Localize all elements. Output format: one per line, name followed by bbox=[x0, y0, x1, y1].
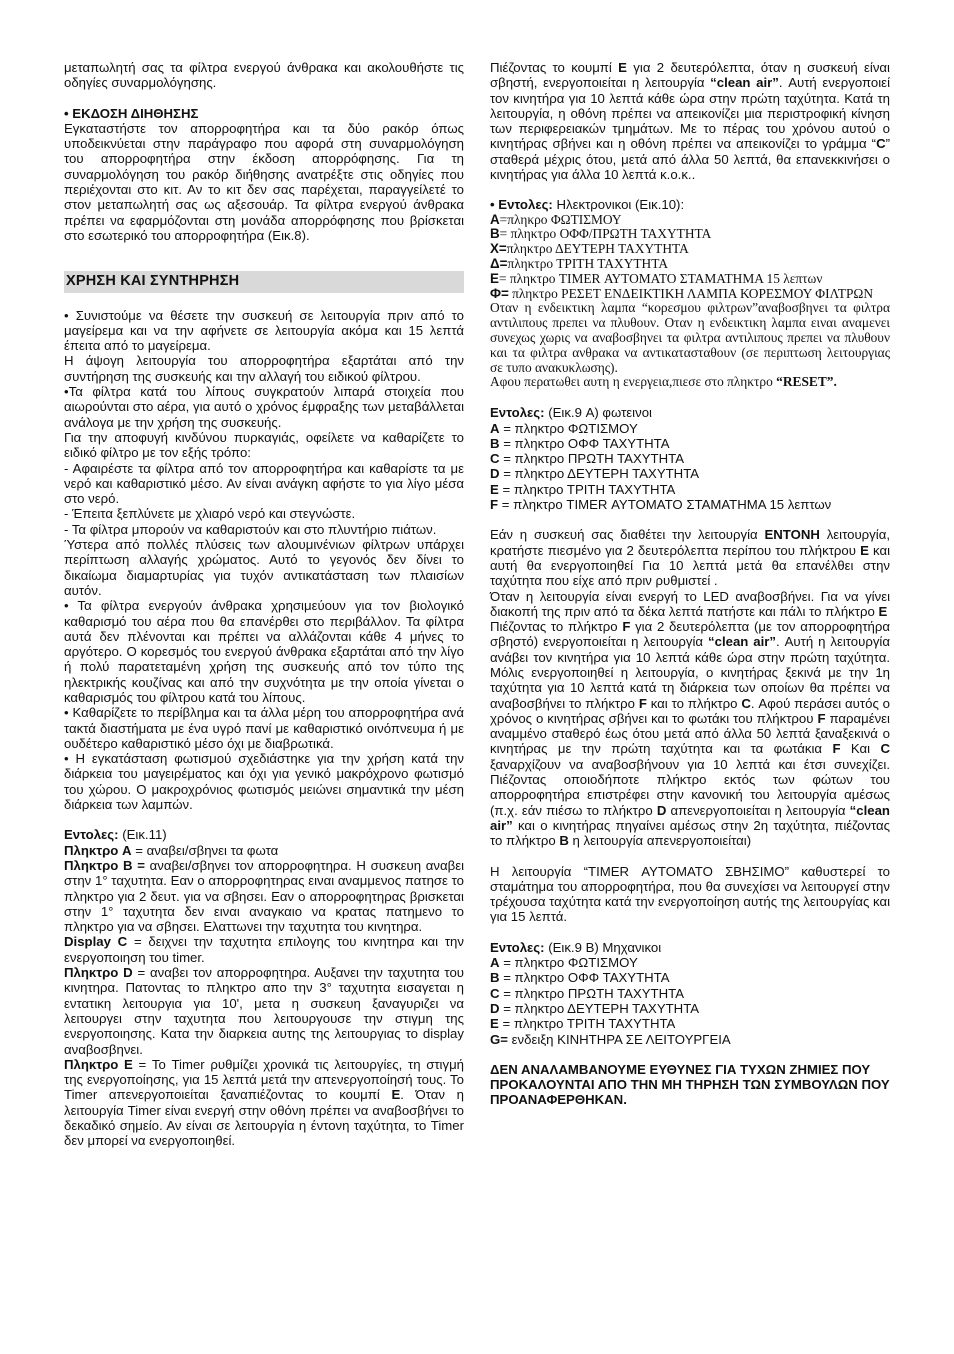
usage-paragraph-3: •Τα φίλτρα κατά του λίπους συγκρατούν λιπαρά στοιχεία που αιωρούνται στο αέρα, για αυτό ο χρόνος έμφραξης των μεταβάλλεται ανάλογα με την χρήση της συσκευής. bbox=[64, 384, 464, 430]
key-e-description: Πληκτρο E = Το Timer ρυθμίζει χρονικά τις λειτουργίες, τη στιγμή της ενεργοποίησης, για 15 λεπτά μετά την απενεργοποίησή τους. Το Timer απενεργοποιείται ξαναπιέζοντας το κουμπί E. Όταν η λειτουργία Timer είναι ενεργή στην οθόνη πρέπει να αναβοσβήνει το δεκαδικό σημείο. Αν είναι σε λειτουργία η έντονη ταχύτητα, το Timer δεν μπορεί να ενεργοποιηθεί. bbox=[64, 1056, 464, 1149]
usage-paragraph-4: Για την αποφυγή κινδύνου πυρκαγιάς, οφείλετε να καθαρίζετε το ειδικό φίλτρο με τον εξής τρόπο: bbox=[64, 429, 464, 461]
filtration-paragraph: Εγκαταστήστε τον απορροφητήρα και τα δύο ρακόρ όπως υποδεικνύεται στην παράγραφο που αφορά στη συναρμολόγηση του απορροφητήρα στην έκδοση απορρόφησης. Για τη συναρμολόγηση του ρακόρ διήθησης ανατρέξτε στις οδηγίες που περιέχονται στο κιτ. Αν το κιτ δεν σας παρέχεται, παραγγείλετέ το στον μεταπωλητή σας ως αξεσουάρ. Τα φίλτρα ενεργού άνθρακα πρέπει να εφαρμόζονται στη μονάδα απορρόφησης που βρίσκεται στο εσωτερικό του απορροφητήρα (Εικ.8). bbox=[64, 120, 464, 243]
list-item: Φ= πληκτρο ΡΕΣΕΤ ΕΝΔΕΙΚΤΙΚΗ ΛΑΜΠΑ ΚΟΡΕΣΜΟΥ ΦΙΛΤΡΩΝ bbox=[490, 285, 874, 301]
mechanical-controls-heading: Εντολες: (Εικ.9 B) Μηχανικοι bbox=[490, 939, 662, 955]
usage-paragraph-10: • Καθαρίζετε το περίβλημα και τα άλλα μέρη του απορροφητήρα ανά τακτά διαστήματα με ένα υγρό πανί με καθαριστικό οινόπνευμα ή με ουδέτερο καθαριστικό μέσο όχι με διαβρωτικά. bbox=[64, 705, 464, 751]
intro-paragraph: μεταπωλητή σας τα φίλτρα ενεργού άνθρακα και ακολουθήστε τις οδηγίες συναρμολόγησης. bbox=[64, 60, 464, 91]
list-item: C = πληκτρο ΠΡΩΤΗ ΤΑΧΥΤΗΤΑ bbox=[490, 451, 684, 467]
section-title-use-maintenance: ΧΡΗΣΗ ΚΑΙ ΣΥΝΤΗΡΗΣΗ bbox=[64, 271, 464, 292]
usage-paragraph-1: • Συνιστούμε να θέσετε την συσκευή σε λειτουργία πριν από το μαγείρεμα και να την αφήνετε σε λειτουργία ακόμα και 15 λεπτά έπειτα από το μαγείρεμα. bbox=[64, 307, 464, 354]
list-item: D = πληκτρο ΔΕΥΤΕΡΗ ΤΑΧΥΤΗΤΑ bbox=[490, 466, 700, 482]
display-c-description: Display C = δειχνει την ταχυτητα επιλογης του κινητηρα και την ενεργοποιηση του timer. bbox=[64, 934, 464, 965]
key-f-clean-air-paragraph: Πιέζοντας το πλήκτρο F για 2 δευτερόλεπτα (με τον απορροφητήρα σβηστό) ενεργοποιείται η λειτουργία “clean air”. Αυτή η λειτουργία ανάβει τον κινητήρα για 10 λεπτά κάθε ώρα στην πρώτη ταχύτητα. Μόλις ενεργοποιηθεί η λειτουργία, ο κινητήρας ξεκινά με την 1η ταχύτητα για 10 λεπτά κατά τη διάρκεια των οποίων θα πρέπει να αναβοσβήνει το πλήκτρο F και το πλήκτρο C. Αφού περάσει αυτός ο χρόνος ο κινητήρας σβήνει και το φωτάκι του πλήκτρου F παραμένει αναμμένο σταθερό έως ότου μετά από άλλα 50 λεπτά ξαναξεκινά ο κινητήρας με την πρώτη ταχύτητα και τα φωτάκια F Και C ξαναρχίζουν να αναβοσβήνουν για 10 λεπτά και έτσι συνεχίζει. Πιέζοντας οποιοδήποτε πλήκτρο εκτός των φώτων του απορροφητήρα επιστρέφει στην κανονική του λειτουργία αμέσως (π.χ. εάν πιέσω το πλήκτρο D απενεργοποιείται η λειτουργία “clean air” και ο κινητήρας πηγαίνει αμέσως στην 2η ταχύτητα, πιέζοντας το πλήκτρο B η λειτουργία απενεργοποιείται) bbox=[490, 619, 890, 849]
usage-paragraph-9: • Τα φίλτρα ενεργούν άνθρακα χρησιμεύουν για τον βιολογικό καθαρισμό του αέρα που θα επανέρθει στο περιβάλλον. Τα φίλτρα αυτά δεν πλένονται και πρέπει να αλλάζονται κάθε 4 μήνες το αργότερο. Ο κορεσμός του ενεργού άνθρακα εξαρτάται από την λίγο ή πολύ παρατεταμένη χρήση της συσκευής από τον τύπο της ηλεκτρικής κουζίνας και από την συχνότητα με την οποία γίνεται ο καθαρισμός του φίλτρου κατά του λίπους. bbox=[64, 598, 464, 705]
usage-paragraph-8: Ύστερα από πολλές πλύσεις των αλουμινένιων φίλτρων υπάρχει περίπτωση αλλαγής χρώματος. Αυτό το γεγονός δεν δίνει το δικαίωμα διαμαρτυρίας για τυχόν αντικατάσταση των πλαισίων αυτόν. bbox=[64, 537, 464, 598]
usage-paragraph-5: - Αφαιρέστε τα φίλτρα από τον απορροφητήρα και καθαρίστε τα με νερό και καθαριστικό μέσο. Αν είναι ανάγκη αφήστε το για λίγο μέσα στο νερό. bbox=[64, 460, 464, 507]
intensive-paragraph: Εάν η συσκευή σας διαθέτει την λειτουργία ΕΝΤΟΝΗ λειτουργία, κρατήστε πιεσμένο για 2 δευτερόλεπτα περίπου του πλήκτρου E και αυτή θα ενεργοποιηθεί Για 10 λεπτά μετά θα επανέλθει στην ταχύτητα που είχε από πριν ρυθμιστεί . bbox=[490, 527, 891, 589]
key-a-description: Πληκτρο A = αναβει/σβηνει τα φωτα bbox=[64, 842, 279, 858]
list-item: A=πληκρο ΦΩΤΙΣΜΟΥ bbox=[490, 212, 622, 227]
list-item: E = πληκτρο ΤΡΙΤΗ ΤΑΧΥΤΗΤΑ bbox=[490, 481, 676, 497]
reset-note: Αφου περατωθει αυτη η ενεργεια,πιεσε στο πληκτρο “RESET”. bbox=[490, 374, 837, 390]
intensive-led-paragraph: Όταν η λειτουργία είναι ενεργή το LED αναβοσβήνει. Για να γίνει διακοπή της πριν από τα δέκα λεπτά πατήστε και πάλι το πλήκτρο E bbox=[490, 588, 890, 619]
list-item: A = πληκτρο ΦΩΤΙΣΜΟΥ bbox=[490, 955, 638, 971]
electronic-controls-heading: • Εντολες: Ηλεκτρονικοι (Εικ.10): bbox=[490, 197, 685, 213]
usage-paragraph-6: - Έπειτα ξεπλύνετε με χλιαρό νερό και στεγνώστε. bbox=[64, 506, 356, 522]
list-item: F = πληκτρο TIMER ΑΥΤΟΜΑΤΟ ΣΤΑΜΑΤΗΜΑ 15 λεπτων bbox=[490, 497, 832, 513]
timer-paragraph: Η λειτουργία “TIMER ΑΥΤΟΜΑΤΟ ΣΒΗΣΙΜΟ” καθυστερεί το σταμάτημα του απορροφητήρα, που θα συνεχίσει να λειτουργεί στην τρέχουσα ταχύτητα κατά την ενεργοποίηση αυτής της λειτουργίας και για 15 λεπτά. bbox=[490, 863, 890, 925]
clean-air-paragraph: Πιέζοντας το κουμπί E για 2 δευτερόλεπτα, όταν η συσκευή είναι σβηστή, ενεργοποιείται η λειτουργία “clean air”. Αυτή ενεργοποιεί τον κινητήρα για 10 λεπτά κάθε ώρα στην πρώτη ταχύτητα. Κατά τη λειτουργία, η οθόνη πρέπει να απεικονίζει μια περιστροφική κίνηση των περιφερειακών τμημάτων. Με το πέρας του χρόνου αυτού ο κινητήρας σβήνει και η οθόνη πρέπει να απεικονίζει το γράμμα “C” σταθερά μέχρις ότου, μετά από άλλα 50 λεπτά, θα επανεκκινήσει ο κινητήρας για άλλα 10 λεπτά κ.ο.κ.. bbox=[490, 60, 890, 183]
usage-paragraph-7: - Τα φίλτρα μπορούν να καθαριστούν και στο πλυντήριο πιάτων. bbox=[64, 521, 437, 537]
lighted-controls-heading: Εντολες: (Εικ.9 A) φωτεινοι bbox=[490, 405, 652, 421]
left-column bbox=[64, 60, 464, 1149]
list-item: X=πληκτρο ΔΕΥΤΕΡΗ ΤΑΧΥΤΗΤΑ bbox=[490, 242, 689, 257]
list-item: C = πληκτρο ΠΡΩΤΗ ΤΑΧΥΤΗΤΑ bbox=[490, 985, 684, 1001]
list-item: E= πληκτρο TIMER ΑΥΤΟΜΑΤΟ ΣΤΑΜΑΤΗΜΑ 15 λεπτων bbox=[490, 271, 823, 286]
list-item: B= πληκτρο ΟΦΦ/ΠΡΩΤΗ ΤΑΧΥΤΗΤΑ bbox=[490, 227, 712, 242]
list-item: D = πληκτρο ΔΕΥΤΕΡΗ ΤΑΧΥΤΗΤΑ bbox=[490, 1000, 700, 1016]
list-item: A = πληκτρο ΦΩΤΙΣΜΟΥ bbox=[490, 420, 638, 436]
list-item: Δ=πληκτρο ΤΡΙΤΗ ΤΑΧΥΤΗΤΑ bbox=[490, 257, 668, 272]
usage-paragraph-2: Η άψογη λειτουργία του απορροφητήρα εξαρτάται από την συντήρηση της συσκευής και την αλλαγή του ειδικού φίλτρου. bbox=[64, 353, 464, 384]
filtration-heading: • ΕΚΔΟΣΗ ΔΙΗΘΗΣΗΣ bbox=[64, 105, 199, 121]
electronic-controls-list bbox=[490, 213, 890, 391]
list-item: B = πληκτρο ΟΦΦ ΤΑΧΥΤΗΤΑ bbox=[490, 970, 670, 986]
right-column bbox=[490, 60, 890, 1108]
usage-paragraph-11: • Η εγκατάσταση φωτισμού σχεδιάστηκε για την χρήση κατά την διάρκεια του μαγειρέματος και όχι για γενικό μακρόχρονο φωτισμό του χώρου. Ο μακροχρόνιος φωτισμός μειώνει σημαντικά την μέση διάρκεια των λαμπών. bbox=[64, 751, 464, 813]
list-item: B = πληκτρο ΟΦΦ ΤΑΧΥΤΗΤΑ bbox=[490, 435, 670, 451]
mechanical-controls-list bbox=[490, 955, 890, 1047]
controls-heading-fig11: Εντολες: (Εικ.11) bbox=[64, 827, 167, 843]
lighted-controls-list bbox=[490, 421, 890, 513]
key-b-description: Πληκτρο B = αναβει/σβηνει τον απορροφητηρα. Η συσκευη αναβει στην 1° ταχυτητα. Εαν ο απορροφητηρας ειναι αναμμενος πατησε το πληκτρο για 2 δευτ. για να σβησει. Εαν ο απορροφητηρας βρισκεται στην 1° ταχυτητα δεν ειναι αναγκαιο να κρατας πατημενο το πληκτρο για να σβησει. Ελαττωνει την ταχυτητα του κινητηρα. bbox=[64, 857, 465, 935]
list-item: G= ενδειξη ΚΙΝΗΤΗΡΑ ΣΕ ΛΕΙΤΟΥΡΓΕΙΑ bbox=[490, 1031, 731, 1047]
key-d-description: Πληκτρο D = αναβει τον απορροφητηρα. Αυξανει την ταχυτητα του κινητηρα. Πατοντας το πληκτρο απο την 3° ταχυτητα εισαγεται η εντατικη λειτουργια για 10', μετα η συσκευη ξαναγυριζει να λειτουργει στην ταχυτητα που λειτουργουσε την στιγμη της ενεργοποιησης. Κατα την διαρκεια αυτης της λειτουργιας το display αναβοσβηνει. bbox=[64, 965, 464, 1057]
filter-lamp-note: Οταν η ενδεικτικη λαμπα “κορεσμου φιλτρων”αναβοσβηνει τα φιλτρα αντιλιπους πρεπει να πλυθουν. Οταν η ενδεικτικη λαμπα ειναι αναμενει συνεχως χωρις να αναβοσβηνει τα φιλτρα αντιλιπους πρεπει να πλυθουν και τα φιλτρα ανθρακα να αντικατασταθουν (σε περιπτωση λειτουργιας σε τυπο ανακυκλωσης). bbox=[490, 300, 890, 375]
list-item: E = πληκτρο ΤΡΙΤΗ ΤΑΧΥΤΗΤΑ bbox=[490, 1016, 676, 1032]
liability-disclaimer: ΔΕΝ ΑΝΑΛΑΜΒΑΝΟΥΜΕ ΕΥΘΥΝΕΣ ΓΙΑ ΤΥΧΩΝ ΖΗΜΙΕΣ ΠΟΥ ΠΡΟΚΑΛΟΥΝΤΑΙ ΑΠΟ ΤΗΝ ΜΗ ΤΗΡΗΣΗ ΤΩΝ ΣΥΜΒΟΥΛΩΝ ΠΟΥ ΠΡΟΑΝΑΦΕΡΘΗΚΑΝ. bbox=[490, 1061, 890, 1108]
